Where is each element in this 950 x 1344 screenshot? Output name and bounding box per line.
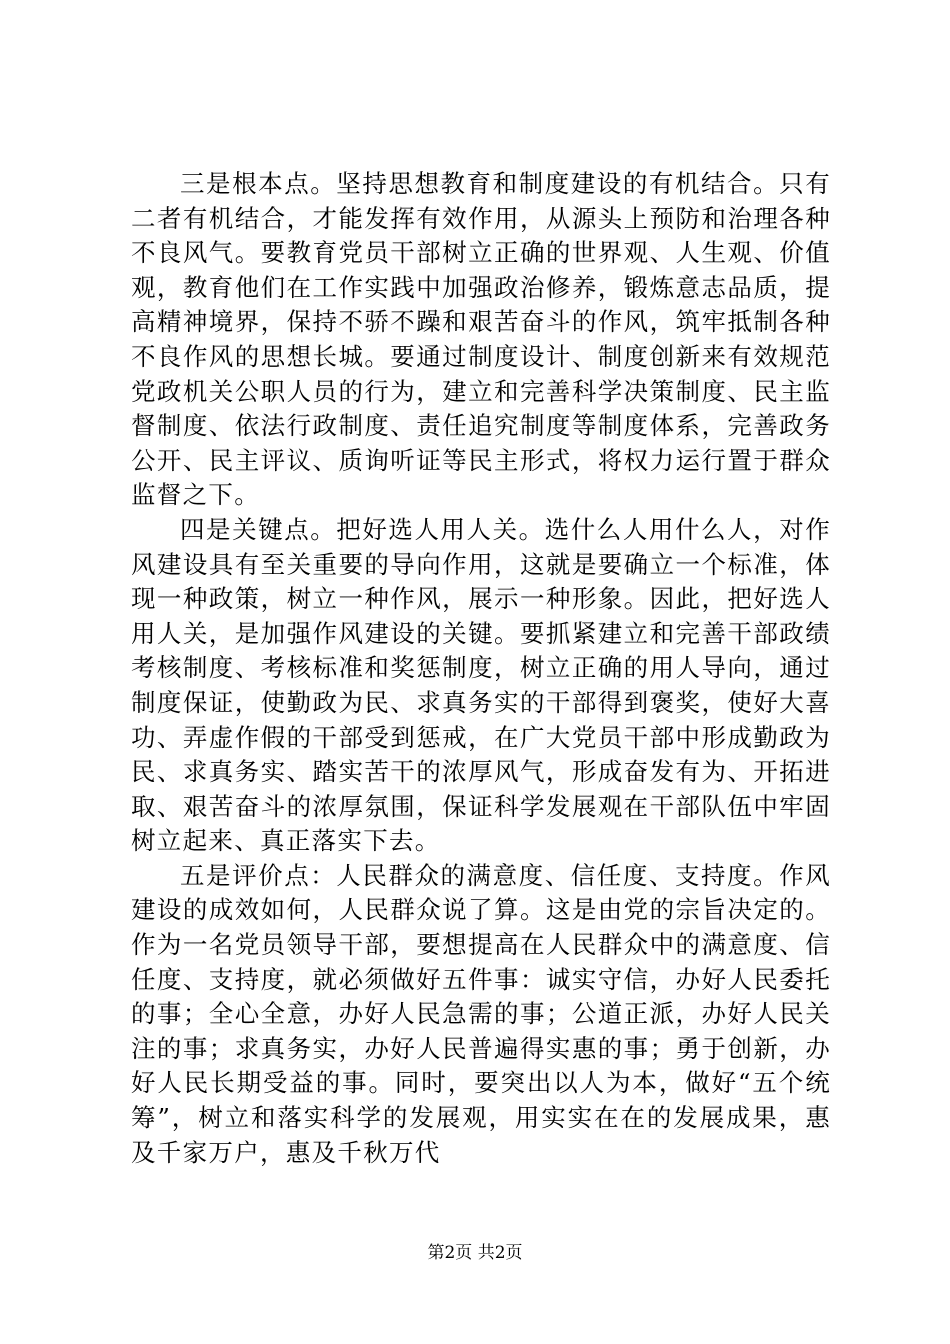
paragraph-evaluation-point: 五是评价点：人民群众的满意度、信任度、支持度。作风建设的成效如何，人民群众说了算。这是由党的宗旨决定的。作为一名党员领导干部，要想提高在人民群众中的满意度、信任度、支持度，就必须做好五件事：诚实守信，办好人民委托的事；全心全意，办好人民急需的事；公道正派，办好人民关注的事；求真务实，办好人民普遍得实惠的事；勇于创新，办好人民长期受益的事。同时，要突出以人为本，做好“五个统筹”，树立和落实科学的发展观，用实实在在的发展成果，惠及千家万户，惠及千秋万代 <box>131 860 831 1167</box>
page-footer <box>0 1242 950 1264</box>
paragraph-fundamental-point: 三是根本点。坚持思想教育和制度建设的有机结合。只有二者有机结合，才能发挥有效作用，从源头上预防和治理各种不良风气。要教育党员干部树立正确的世界观、人生观、价值观，教育他们在工作实践中加强政治修养，锻炼意志品质，提高精神境界，保持不骄不躁和艰苦奋斗的作风，筑牢抵制各种不良作风的思想长城。要通过制度设计、制度创新来有效规范党政机关公职人员的行为，建立和完善科学决策制度、民主监督制度、依法行政制度、责任追究制度等制度体系，完善政务公开、民主评议、质询听证等民主形式，将权力运行置于群众监督之下。 <box>131 169 831 510</box>
page-number-label: 第2页 共2页 <box>427 1243 523 1263</box>
paragraph-key-point: 四是关键点。把好选人用人关。选什么人用什么人，对作风建设具有至关重要的导向作用，这就是要确立一个标准，体现一种政策，树立一种作风，展示一种形象。因此，把好选人用人关，是加强作风建设的关键。要抓紧建立和完善干部政绩考核制度、考核标准和奖惩制度，树立正确的用人导向，通过制度保证，使勤政为民、求真务实的干部得到褒奖，使好大喜功、弄虚作假的干部受到惩戒，在广大党员干部中形成勤政为民、求真务实、踏实苦干的浓厚风气，形成奋发有为、开拓进取、艰苦奋斗的浓厚氛围，保证科学发展观在干部队伍中牢固树立起来、真正落实下去。 <box>131 514 831 856</box>
document-body <box>131 167 831 1170</box>
